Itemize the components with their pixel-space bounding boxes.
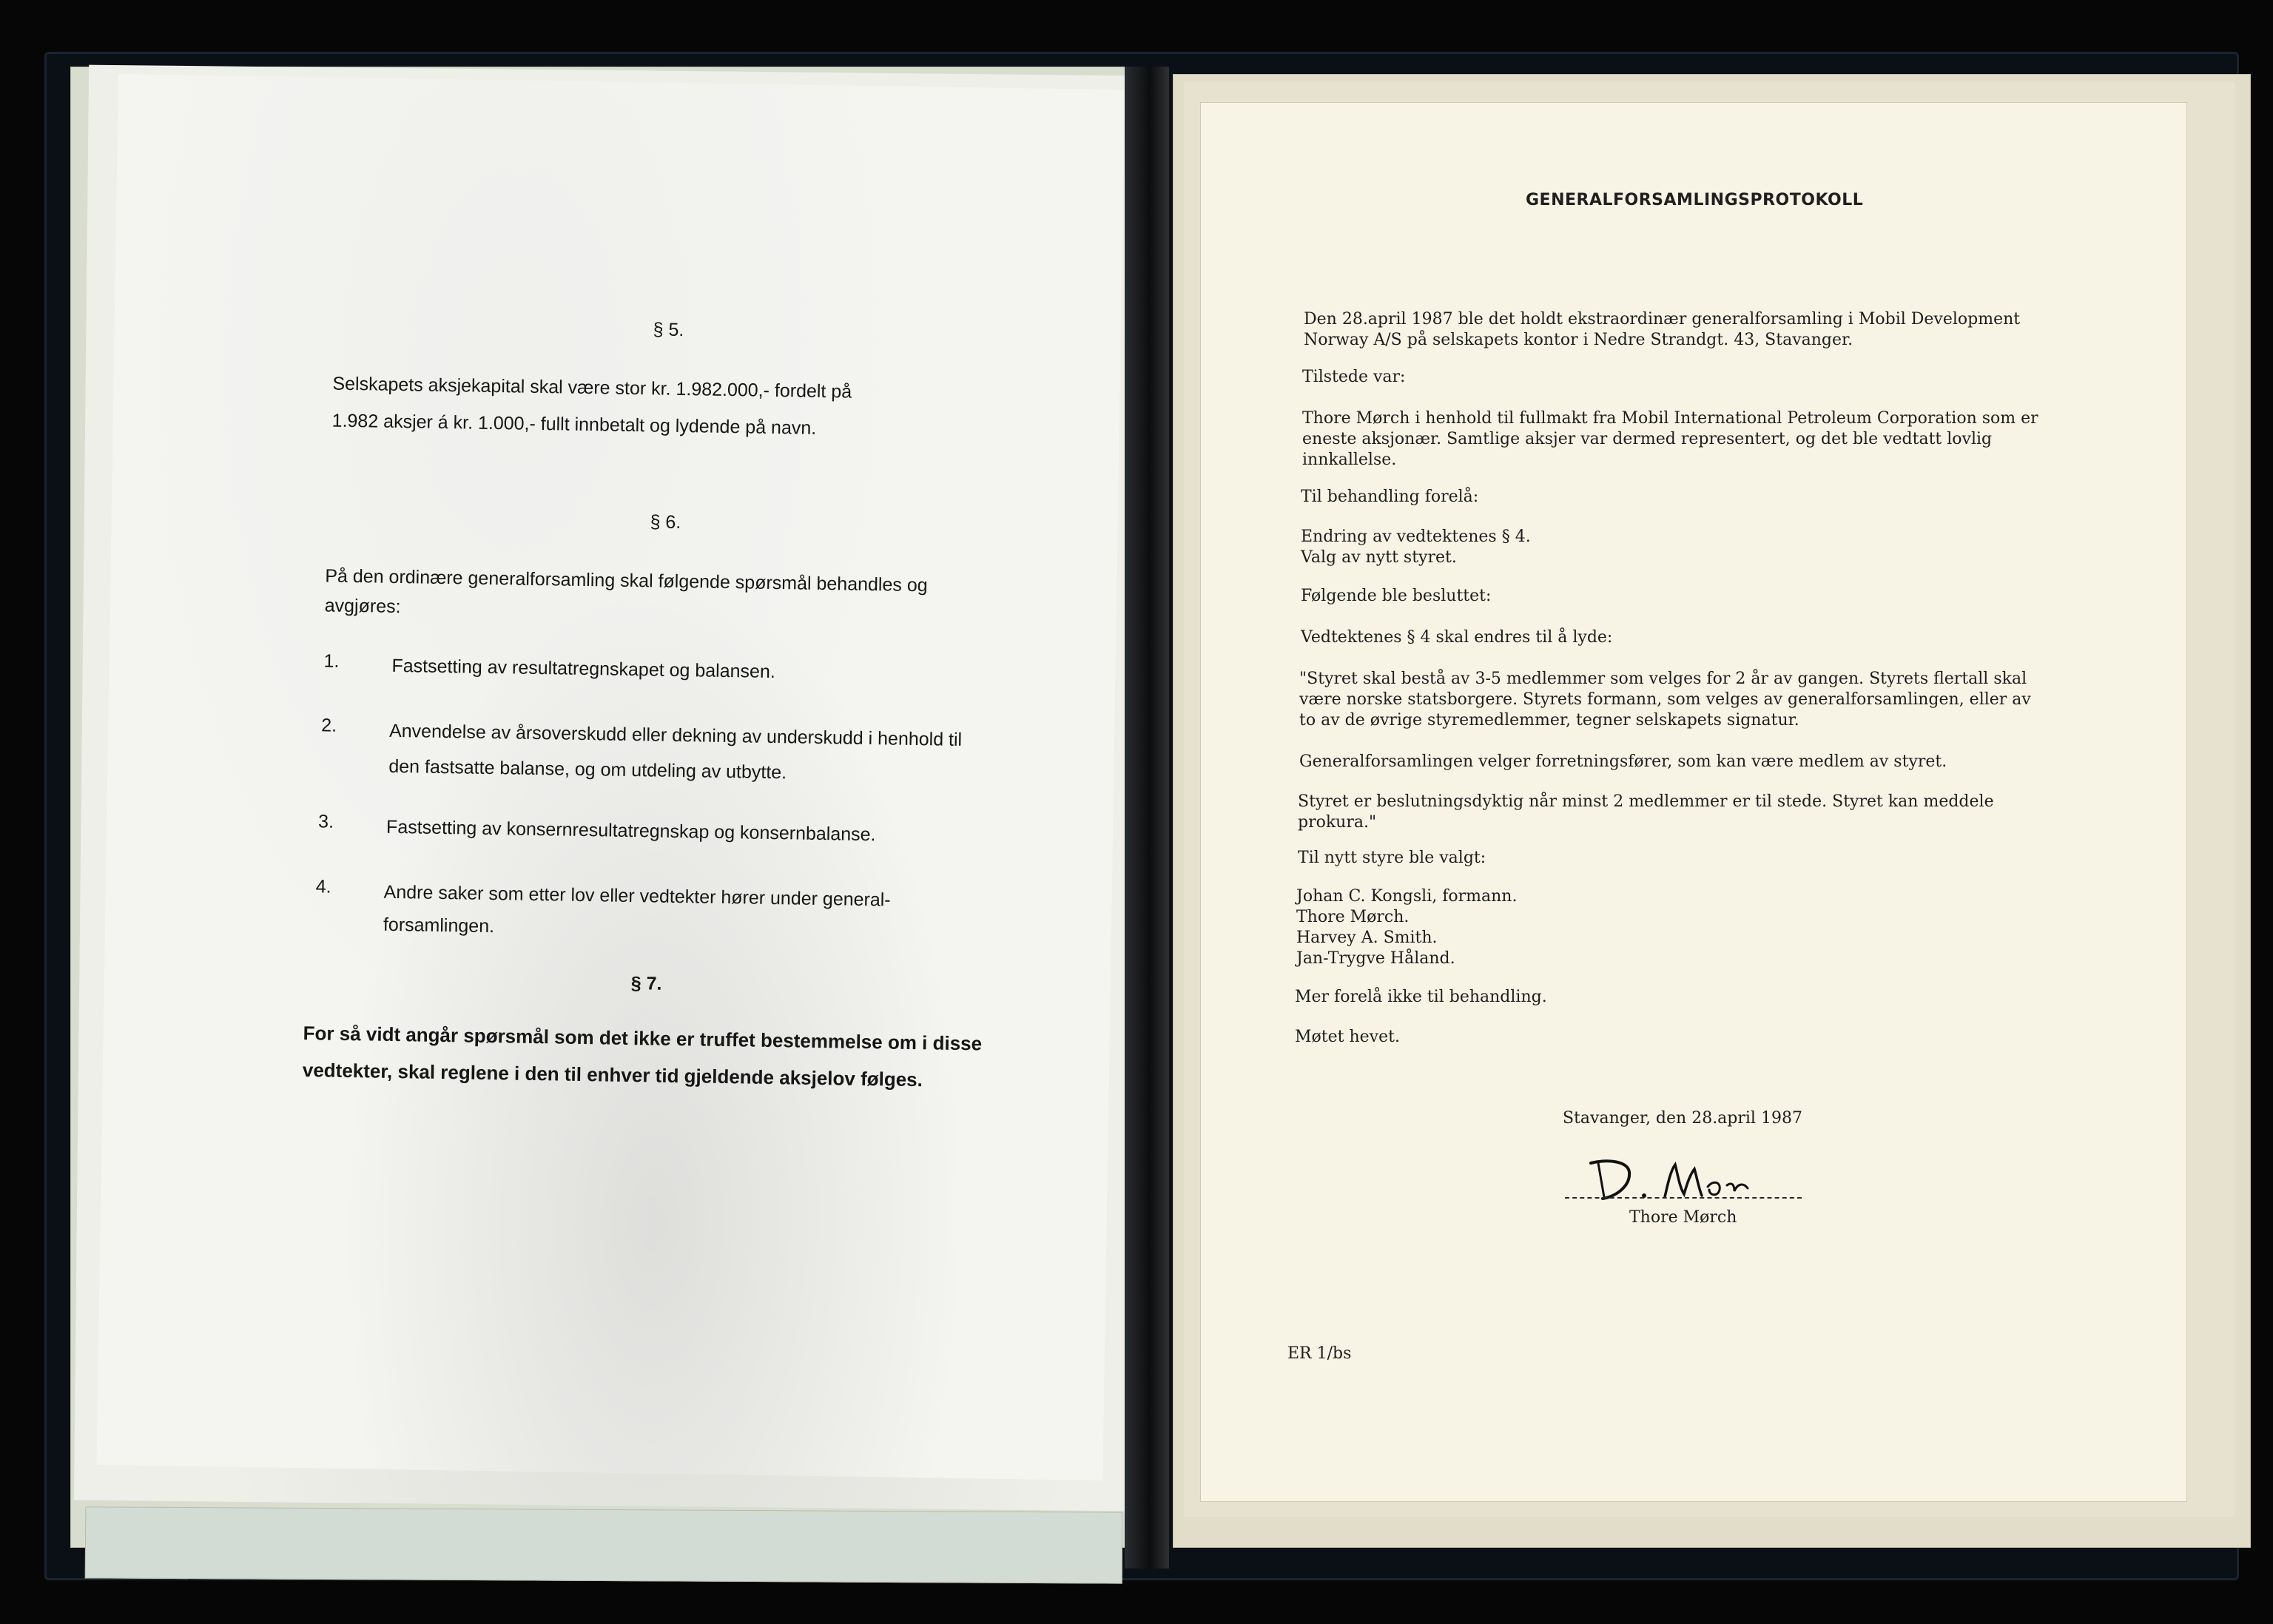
section-6-heading: § 6. [650,511,681,533]
quote-line-2: være norske statsborgere. Styrets formann, som velges av generalforsamlingen, eller av [1299,690,2031,709]
section-5-line-1: Selskapets aksjekapital skal være stor kr. 1.982.000,- fordelt på [332,373,852,402]
manager-line: Generalforsamlingen velger forretningsfører, som kan være medlem av styret. [1299,752,1947,771]
place-date: Stavanger, den 28.april 1987 [1563,1109,1802,1128]
board-member-1: Johan C. Kongsli, formann. [1296,887,1518,906]
present-line-1: Thore Mørch i henhold til fullmakt fra Mobil International Petroleum Corporation som er [1302,409,2038,428]
intro-line-1: Den 28.april 1987 ble det holdt ekstraordinær generalforsamling i Mobil Development [1304,310,2021,328]
item-3-line-1: Fastsetting av konsernresultatregnskap og konsernbalanse. [385,816,876,846]
intro-line-2: Norway A/S på selskapets kontor i Nedre Strandgt. 43, Stavanger. [1304,331,1853,349]
item-4-number: 4. [315,876,331,897]
section-6-line-2: avgjøres: [324,595,401,618]
agenda-line-1: Endring av vedtektenes § 4. [1301,528,1531,546]
agenda-line-2: Valg av nytt styret. [1301,548,1457,567]
item-4-line-2: forsamlingen. [383,914,495,937]
item-1-number: 1. [323,650,340,672]
nothing-more-line: Mer forelå ikke til behandling. [1295,988,1547,1006]
board-member-2: Thore Mørch. [1296,908,1410,926]
quote-line-3: to av de øvrige styremedlemmer, tegner selskapets signatur. [1299,711,1799,730]
item-2-line-1: Anvendelse av årsoverskudd eller dekning av underskudd i henhold til [388,720,963,751]
item-2-number: 2. [320,715,337,736]
quote-line-1: "Styret skal bestå av 3-5 medlemmer som velges for 2 år av gangen. Styrets flertall skal [1299,670,2027,688]
section-7-heading: § 7. [630,973,662,994]
item-1-line-1: Fastsetting av resultatregnskapet og balansen. [391,655,776,683]
adjourned-line: Møtet hevet. [1295,1028,1400,1046]
section-6-line-1: På den ordinære generalforsamling skal følgende spørsmål behandles og [325,565,928,596]
protocol-title: GENERALFORSAMLINGSPROTOKOLL [1526,191,1864,209]
board-member-4: Jan-Trygve Håland. [1296,949,1455,968]
section-7-line-1: For så vidt angår spørsmål som det ikke er truffet bestemmelse om i disse [303,1022,983,1055]
quorum-line-1: Styret er beslutningsdyktig når minst 2 medlemmer er til stede. Styret kan meddele [1298,792,1994,811]
left-sheet [96,74,1124,1480]
reference-code: ER 1/bs [1287,1344,1352,1363]
item-4-line-1: Andre saker som etter lov eller vedtekter hører under general- [383,881,891,911]
present-line-3: innkallelse. [1302,451,1397,469]
left-paper-stack-bottom [85,1506,1122,1583]
quorum-line-2: prokura." [1298,813,1377,832]
agenda-heading: Til behandling forelå: [1301,488,1479,506]
board-heading: Til nytt styre ble valgt: [1298,849,1486,867]
section-5-line-2: 1.982 aksjer á kr. 1.000,- fullt innbetalt og lydende på navn. [331,410,817,439]
present-line-2: eneste aksjonær. Samtlige aksjer var dermed representert, og det ble vedtatt lovlig [1302,430,1993,448]
amend-heading: Vedtektenes § 4 skal endres til å lyde: [1301,628,1613,647]
item-3-number: 3. [317,811,334,832]
present-heading: Tilstede var: [1302,368,1406,386]
signer-name: Thore Mørch [1629,1208,1737,1227]
binder-spine [1125,67,1169,1569]
section-7-line-2: vedtekter, skal reglene i den til enhver tid gjeldende aksjelov følges. [302,1059,923,1091]
section-5-heading: § 5. [653,319,684,341]
item-2-line-2: den fastsatte balanse, og om utdeling av utbytte. [388,755,787,784]
decided-heading: Følgende ble besluttet: [1301,587,1492,605]
board-member-3: Harvey A. Smith. [1296,929,1438,947]
signature-line [1565,1197,1802,1199]
